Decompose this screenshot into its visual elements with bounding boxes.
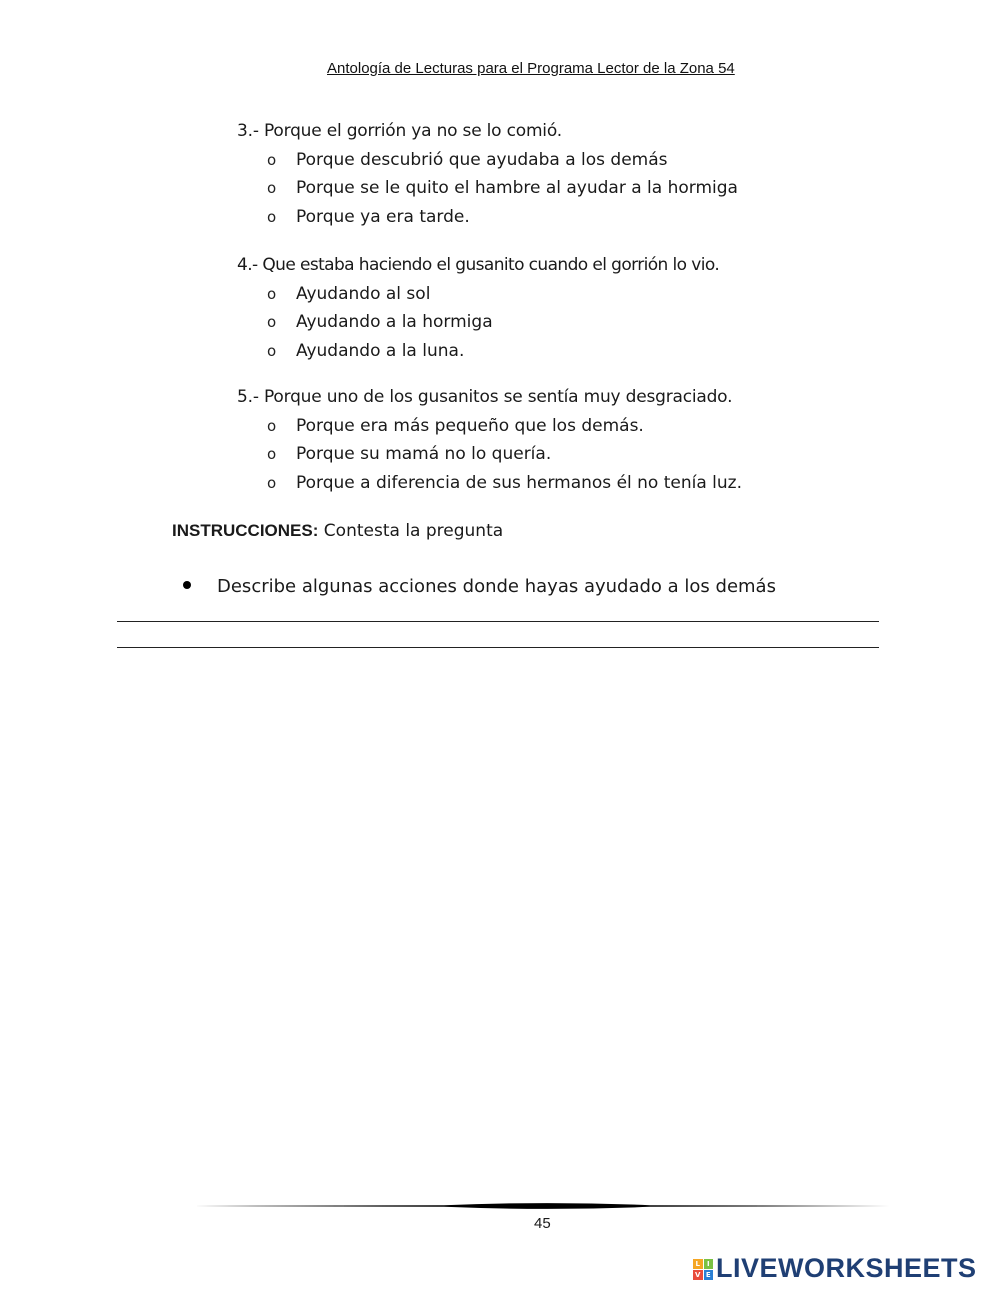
question-5-option-2[interactable]	[267, 444, 552, 464]
option-circle-icon: o	[267, 151, 277, 169]
logo-tile: E	[704, 1270, 714, 1280]
question-3-option-3[interactable]	[267, 207, 470, 227]
option-label: Porque a diferencia de sus hermanos él no tenía luz.	[296, 473, 743, 493]
instructions-text: Contesta la pregunta	[318, 521, 504, 541]
question-5: 5.- Porque uno de los gusanitos se sentía muy desgraciado.	[237, 387, 733, 407]
option-circle-icon: o	[267, 445, 277, 463]
question-5-option-3[interactable]	[267, 473, 743, 493]
option-circle-icon: o	[267, 285, 277, 303]
liveworksheets-logo-icon	[693, 1259, 713, 1279]
option-circle-icon: o	[267, 208, 277, 226]
option-label: Porque era más pequeño que los demás.	[296, 416, 644, 436]
instructions	[172, 521, 503, 541]
question-4-option-1[interactable]	[267, 284, 431, 304]
option-label: Porque descubrió que ayudaba a los demás	[296, 150, 668, 170]
open-question-text: Describe algunas acciones donde hayas ayudado a los demás	[217, 576, 776, 597]
option-circle-icon: o	[267, 342, 277, 360]
answer-line-2[interactable]	[117, 647, 879, 648]
question-5-option-1[interactable]	[267, 416, 644, 436]
option-label: Porque ya era tarde.	[296, 207, 470, 227]
question-4-option-2[interactable]	[267, 312, 493, 332]
answer-line-1[interactable]	[117, 621, 879, 622]
footer-divider	[194, 1200, 900, 1210]
question-3: 3.- Porque el gorrión ya no se lo comió.	[237, 121, 562, 141]
question-4-option-3[interactable]	[267, 341, 465, 361]
liveworksheets-logo	[693, 1255, 977, 1282]
option-label: Ayudando a la luna.	[296, 341, 465, 361]
bullet-icon	[183, 581, 191, 589]
logo-tile: V	[693, 1270, 703, 1280]
instructions-label: INSTRUCCIONES:	[172, 521, 319, 540]
open-question	[183, 576, 776, 597]
question-4: 4.- Que estaba haciendo el gusanito cuando el gorrión lo vio.	[237, 255, 720, 275]
option-circle-icon: o	[267, 474, 277, 492]
logo-tile: I	[704, 1259, 714, 1269]
page-number: 45	[534, 1215, 551, 1232]
option-label: Ayudando al sol	[296, 284, 431, 304]
option-circle-icon: o	[267, 313, 277, 331]
brand-name: LIVEWORKSHEETS	[716, 1253, 977, 1283]
question-3-option-1[interactable]	[267, 150, 668, 170]
option-label: Porque su mamá no lo quería.	[296, 444, 552, 464]
option-label: Ayudando a la hormiga	[296, 312, 493, 332]
logo-tile: L	[693, 1259, 703, 1269]
option-circle-icon: o	[267, 417, 277, 435]
question-3-option-2[interactable]	[267, 178, 738, 198]
option-label: Porque se le quito el hambre al ayudar a la hormiga	[296, 178, 738, 198]
option-circle-icon: o	[267, 179, 277, 197]
page-header: Antología de Lecturas para el Programa Lector de la Zona 54	[327, 60, 735, 77]
